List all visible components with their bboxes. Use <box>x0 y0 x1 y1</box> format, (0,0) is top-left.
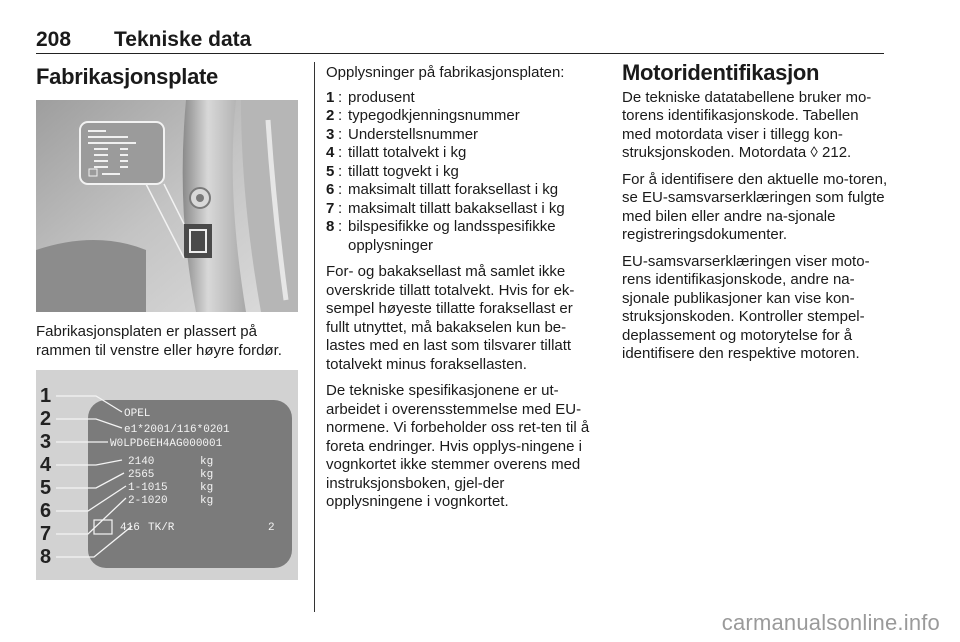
list-item: 3 : Understellsnummer <box>326 126 594 145</box>
column-divider <box>314 62 315 612</box>
list-text: bilspesifikke og landsspesifikke opplysninger <box>348 218 556 254</box>
list-number: 5 <box>326 162 335 180</box>
plate-callout-diagram <box>36 370 298 580</box>
plate-weight-1: 2140 <box>128 456 155 468</box>
list-number: 2 <box>326 107 335 124</box>
plate-callout-illustration <box>36 370 298 580</box>
callout-1: 1 <box>40 385 52 407</box>
engine-id-paragraph-3: EU-samsvarserklæringen viser moto-rens identifikasjonskode, andre na-sjonale publikasjoner kan vise kon-struksjonskoden. Kontroller stempel-deplassement og motorytelse for å identifisere den respektive motoren. <box>622 252 870 362</box>
middle-column <box>326 64 594 512</box>
chapter-title: Tekniske data <box>114 28 252 51</box>
plate-code-b: TK/R <box>148 522 175 534</box>
list-text: tillatt togvekt i kg <box>348 162 459 180</box>
plate-weight-2: 2565 <box>128 469 155 481</box>
list-text: maksimalt tillatt bakaksellast i kg <box>348 199 565 217</box>
right-column <box>622 60 890 364</box>
axle-load-paragraph: For- og bakaksellast må samlet ikke overskride tillatt totalvekt. Hvis for ek-sempel høyeste tillatte foraksellast er fullt utnyttet, må bakakselen kun be-lastes med en last som tilsvarer tillatt totalvekt minus foraksellasten. <box>326 263 575 373</box>
plate-code-a: 416 <box>120 522 140 534</box>
list-text: typegodkjenningsnummer <box>348 107 520 124</box>
plate-location-caption: Fabrikasjonsplaten er plassert på rammen til venstre eller høyre fordør. <box>36 323 282 359</box>
plate-maker: OPEL <box>124 408 151 420</box>
callout-3: 3 <box>40 431 52 453</box>
plate-unit-3: kg <box>200 482 214 494</box>
callout-8: 8 <box>40 546 52 568</box>
left-column <box>36 64 302 568</box>
callout-6: 6 <box>40 500 52 522</box>
list-number: 1 <box>326 88 335 106</box>
plate-info-intro: Opplysninger på fabrikasjonsplaten: <box>326 64 565 81</box>
plate-unit-4: kg <box>200 495 214 507</box>
list-number: 3 <box>326 125 335 143</box>
source-watermark: carmanualsonline.info <box>721 610 940 635</box>
specifications-paragraph: De tekniske spesifikasjonene er ut-arbeidet i overensstemmelse med EU-normene. Vi forbeholder oss ret-ten til å foreta endringer. Hvis opplys-ningene i vognkortet ikke stemmer overens med instruksjonsboken, gjel-der opplysningene i vognkortet. <box>326 382 590 510</box>
plate-unit-2: kg <box>200 469 214 481</box>
list-item: 7 : maksimalt tillatt bakaksellast i kg <box>326 200 594 219</box>
plate-unit-1: kg <box>200 456 214 468</box>
list-item: 8 : bilspesifikke og landsspesifikke opplysninger <box>326 218 594 255</box>
plate-approval-number: e1*2001/116*0201 <box>124 424 230 436</box>
plate-vin: W0LPD6EH4AG000001 <box>110 438 223 450</box>
plate-code-c: 2 <box>268 522 275 534</box>
door-frame-illustration <box>36 100 298 312</box>
callout-2: 2 <box>40 408 52 430</box>
list-number: 6 <box>326 181 335 198</box>
page-number: 208 <box>36 28 72 51</box>
list-item: 1 : produsent <box>326 89 594 108</box>
section-heading-plate: Fabrikasjonsplate <box>36 64 218 89</box>
section-heading-engine-id: Motoridentifikasjon <box>622 60 820 85</box>
plate-info-list <box>326 89 594 256</box>
list-number: 7 <box>326 199 335 217</box>
list-number: 4 <box>326 144 335 161</box>
plate-weight-4: 2-1020 <box>128 495 168 507</box>
list-item: 4 : tillatt totalvekt i kg <box>326 144 594 163</box>
callout-7: 7 <box>40 523 52 545</box>
callout-4: 4 <box>40 454 52 476</box>
list-number: 8 <box>326 218 335 235</box>
engine-id-paragraph-2: For å identifisere den aktuelle mo-toren, se EU-samsvarserklæringen som fulgte med bilen eller andre na-sjonale registreringsdokumenter. <box>622 170 888 243</box>
list-item: 2 : typegodkjenningsnummer <box>326 107 594 126</box>
list-item: 5 : tillatt togvekt i kg <box>326 163 594 182</box>
list-text: tillatt totalvekt i kg <box>348 144 467 161</box>
list-item: 6 : maksimalt tillatt foraksellast i kg <box>326 181 594 200</box>
door-frame-photo <box>36 100 298 312</box>
list-text: maksimalt tillatt foraksellast i kg <box>348 181 559 198</box>
callout-5: 5 <box>40 477 52 499</box>
plate-weight-3: 1-1015 <box>128 482 168 494</box>
engine-id-paragraph-1: De tekniske datatabellene bruker mo-torens identifikasjonskode. Tabellen med motordata viser i tillegg kon-struksjonskoden. Motordata ◊ 212. <box>622 88 872 161</box>
page-header <box>36 26 884 54</box>
list-text: produsent <box>348 88 415 106</box>
list-text: Understellsnummer <box>348 125 479 143</box>
